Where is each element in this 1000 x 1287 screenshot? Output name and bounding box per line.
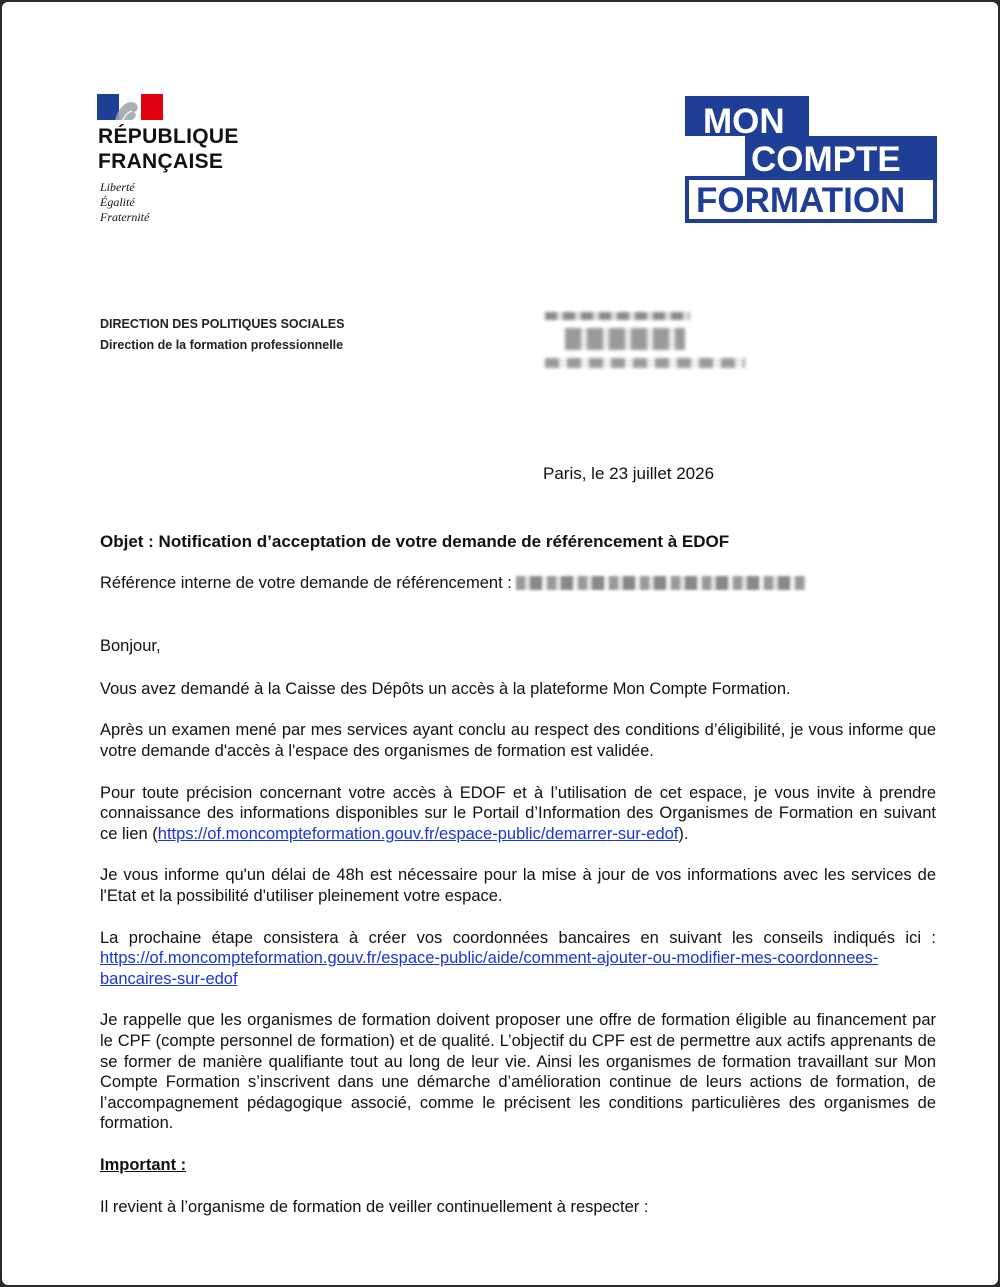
paragraph-edof-info	[100, 783, 936, 845]
important-heading: Important :	[100, 1155, 187, 1174]
mcf-logo-formation: FORMATION	[696, 181, 906, 220]
paragraph-obligations: Il revient à l’organisme de formation de veiller continuellement à respecter :	[100, 1198, 649, 1217]
redacted-recipient-address	[545, 308, 755, 380]
mcf-logo-mon: MON	[703, 102, 785, 141]
redacted-line	[545, 312, 690, 320]
paragraph-bank-details	[100, 928, 936, 990]
motto-liberte: Liberté	[100, 180, 135, 194]
sub-direction-name: Direction de la formation professionnelle	[100, 338, 344, 352]
redacted-line	[545, 358, 745, 368]
letter-date: Paris, le 23 juillet 2026	[543, 464, 715, 483]
redacted-line	[565, 328, 685, 350]
letter-body	[100, 532, 936, 1239]
motto-fraternite: Fraternité	[100, 210, 150, 224]
paragraph-bank-details-text: La prochaine étape consistera à créer vos coordonnées bancaires en suivant les conseils indiqués ici :	[100, 928, 936, 947]
link-demarrer-sur-edof[interactable]: https://of.moncompteformation.gouv.fr/espace-public/demarrer-sur-edof	[157, 824, 679, 843]
reference-line	[100, 573, 936, 594]
direction-name: DIRECTION DES POLITIQUES SOCIALES	[100, 317, 345, 331]
paragraph-validation: Après un examen mené par mes services ayant conclu au respect des conditions d’éligibilité, je vous informe que votre demande d'accès à l'espace des organismes de formation est validée.	[100, 721, 936, 760]
letter-subject: Objet : Notification d’acceptation de votre demande de référencement à EDOF	[100, 532, 730, 551]
link-coordonnees-bancaires[interactable]: https://of.moncompteformation.gouv.fr/espace-public/aide/comment-ajouter-ou-modifier-mes-coordonnees-bancaires-sur-edof	[100, 949, 879, 988]
paragraph-cpf-quality: Je rappelle que les organismes de formation doivent proposer une offre de formation éligible au financement par le CPF (compte personnel de formation) et de qualité. L’objectif du CPF est de permettre aux actifs apprenants de se former de manière qualifiante tout au long de leur vie. Ainsi les organismes de formation travaillant sur Mon Compte Formation s’inscrivent dans une démarche d’amélioration continue de leurs actions de formation, de l’accompagnement pédagogique associé, comme le précisent les conditions particulières des organismes de formation.	[100, 1011, 936, 1133]
republique-line: RÉPUBLIQUE	[98, 125, 239, 148]
letter-page	[2, 2, 998, 1285]
redacted-reference	[516, 576, 806, 590]
mcf-logo-compte: COMPTE	[751, 140, 901, 179]
greeting: Bonjour,	[100, 637, 161, 656]
francaise-line: FRANÇAISE	[98, 150, 224, 173]
republique-francaise-title	[98, 124, 239, 174]
paragraph-delay: Je vous informe qu'un délai de 48h est nécessaire pour la mise à jour de vos informations avec les services de l'Etat et la possibilité d'utiliser pleinement votre espace.	[100, 866, 936, 905]
sender-block	[100, 314, 344, 356]
motto-egalite: Égalité	[100, 195, 135, 209]
paragraph-edof-info-end: ).	[678, 824, 689, 843]
mon-compte-formation-logo	[685, 96, 937, 223]
marianne-logo	[97, 94, 163, 120]
paragraph-edof-info-text: Pour toute précision concernant votre accès à EDOF et à l’utilisation de cet espace, je vous invite à prendre connaissance des informations disponibles sur le Portail d’Information des Organismes de Formation en suivant ce lien (	[100, 783, 936, 843]
republic-motto	[100, 180, 149, 225]
paragraph-request: Vous avez demandé à la Caisse des Dépôts un accès à la plateforme Mon Compte Formation.	[100, 679, 791, 698]
reference-label: Référence interne de votre demande de référencement :	[100, 573, 512, 592]
